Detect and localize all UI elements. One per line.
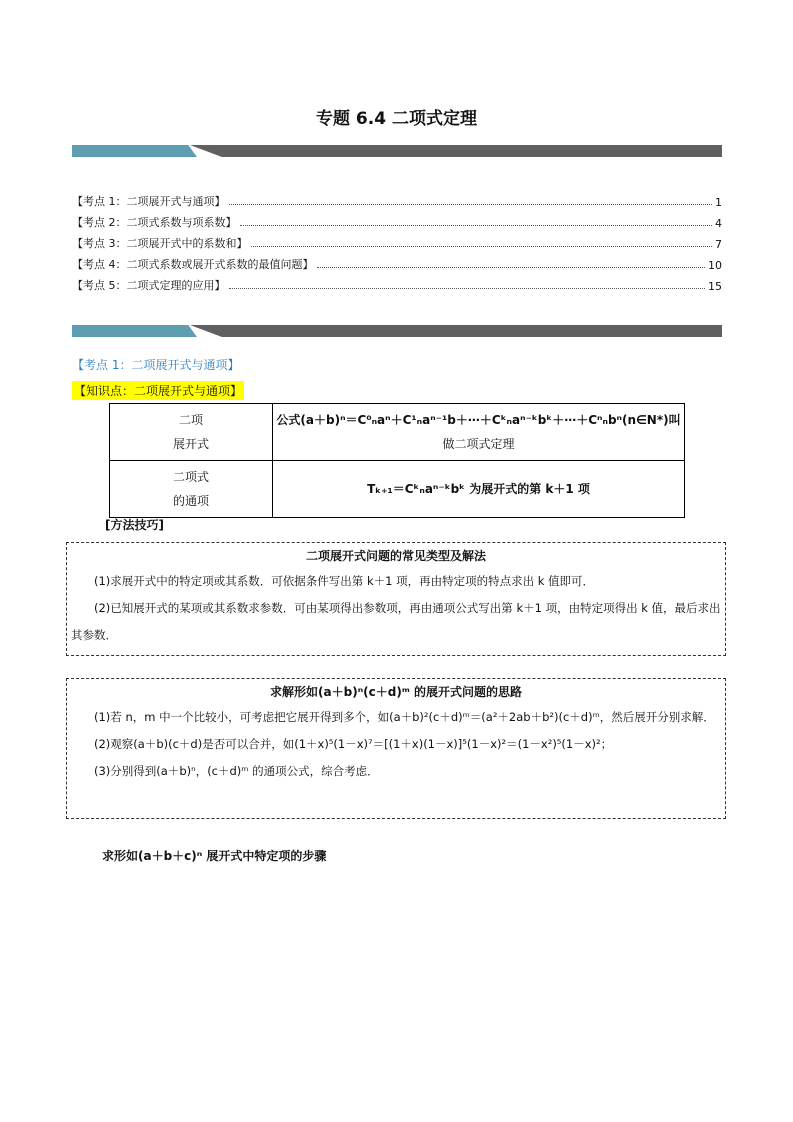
knowledge-point-label: 【知识点：二项展开式与通项】 (72, 381, 244, 400)
banner-teal-segment (72, 145, 197, 157)
table-cell-name (110, 404, 273, 461)
box-title: 二项展开式问题的常见类型及解法 (305, 549, 486, 563)
table-of-contents (72, 188, 722, 293)
table-row (110, 404, 685, 461)
toc-item-label: 【考点 3：二项展开式中的系数和】 (72, 237, 248, 250)
table-cell-name (110, 461, 273, 518)
cell-text: 二项式 (172, 470, 209, 484)
box-paragraph: (3)分别得到(a＋b)ⁿ，(c＋d)ᵐ 的通项公式，综合考虑． (94, 764, 379, 778)
table-cell-content (273, 404, 685, 461)
table-cell-content (273, 461, 685, 518)
cell-text: 做二项式定理 (442, 437, 515, 451)
top-banner-divider (72, 145, 722, 157)
method-label: [方法技巧] (105, 518, 164, 532)
toc-item[interactable] (72, 209, 722, 230)
toc-leader-dots (229, 288, 706, 289)
toc-item-page: 1 (715, 196, 722, 209)
box-paragraph: (2)观察(a＋b)(c＋d)是否可以合并，如(1＋x)⁵(1－x)⁷＝[(1＋x)(1－x)]⁵(1－x)²＝(1－x²)⁵(1－x)²； (94, 737, 613, 751)
toc-item-label: 【考点 2：二项式系数与项系数】 (72, 216, 237, 229)
cell-text: 二项 (178, 413, 203, 427)
general-term-formula: Tₖ₊₁＝Cᵏₙaⁿ⁻ᵏbᵏ 为展开式的第 k＋1 项 (367, 482, 590, 496)
section-banner-divider (72, 325, 722, 337)
page-title: 专题 6.4 二项式定理 (316, 109, 477, 129)
binomial-formula: 公式(a＋b)ⁿ＝C⁰ₙaⁿ＋C¹ₙaⁿ⁻¹b＋⋯＋Cᵏₙaⁿ⁻ᵏbᵏ＋⋯＋Cⁿₙbⁿ(n∈N*)叫 (276, 413, 681, 427)
cell-text: 的通项 (172, 494, 209, 508)
banner-gray-segment (190, 325, 722, 337)
toc-item[interactable] (72, 230, 722, 251)
toc-item[interactable] (72, 188, 722, 209)
toc-item-label: 【考点 4：二项式系数或展开式系数的最值问题】 (72, 258, 314, 271)
steps-heading: 求形如(a＋b＋c)ⁿ 展开式中特定项的步骤 (102, 849, 327, 863)
knowledge-table (109, 403, 685, 518)
banner-teal-segment (72, 325, 197, 337)
tips-box-product-expansion (66, 678, 726, 819)
section-heading: 【考点 1：二项展开式与通项】 (72, 358, 240, 372)
toc-item[interactable] (72, 272, 722, 293)
cell-text: 展开式 (172, 437, 209, 451)
toc-leader-dots (229, 204, 713, 205)
toc-item-page: 15 (708, 280, 722, 293)
toc-item[interactable] (72, 251, 722, 272)
table-row (110, 461, 685, 518)
toc-item-label: 【考点 5：二项式定理的应用】 (72, 279, 226, 292)
box-title: 求解形如(a＋b)ⁿ(c＋d)ᵐ 的展开式问题的思路 (270, 685, 522, 699)
toc-leader-dots (251, 246, 713, 247)
toc-leader-dots (317, 267, 706, 268)
banner-gray-segment (190, 145, 722, 157)
tips-box-common-types (66, 542, 726, 656)
toc-leader-dots (240, 225, 713, 226)
box-paragraph: (1)若 n，m 中一个比较小，可考虑把它展开得到多个，如(a＋b)²(c＋d)ᵐ＝(a²＋2ab＋b²)(c＋d)ᵐ，然后展开分别求解． (94, 710, 715, 724)
toc-item-page: 10 (708, 259, 722, 272)
box-paragraph: (2)已知展开式的某项或其系数求参数．可由某项得出参数项，再由通项公式写出第 k＋1 项，由特定项得出 k 值，最后求出其参数． (71, 601, 721, 642)
toc-item-page: 7 (715, 238, 722, 251)
box-paragraph: (1)求展开式中的特定项或其系数．可依据条件写出第 k＋1 项，再由特定项的特点求出 k 值即可． (94, 574, 595, 588)
toc-item-page: 4 (715, 217, 722, 230)
toc-item-label: 【考点 1：二项展开式与通项】 (72, 195, 226, 208)
